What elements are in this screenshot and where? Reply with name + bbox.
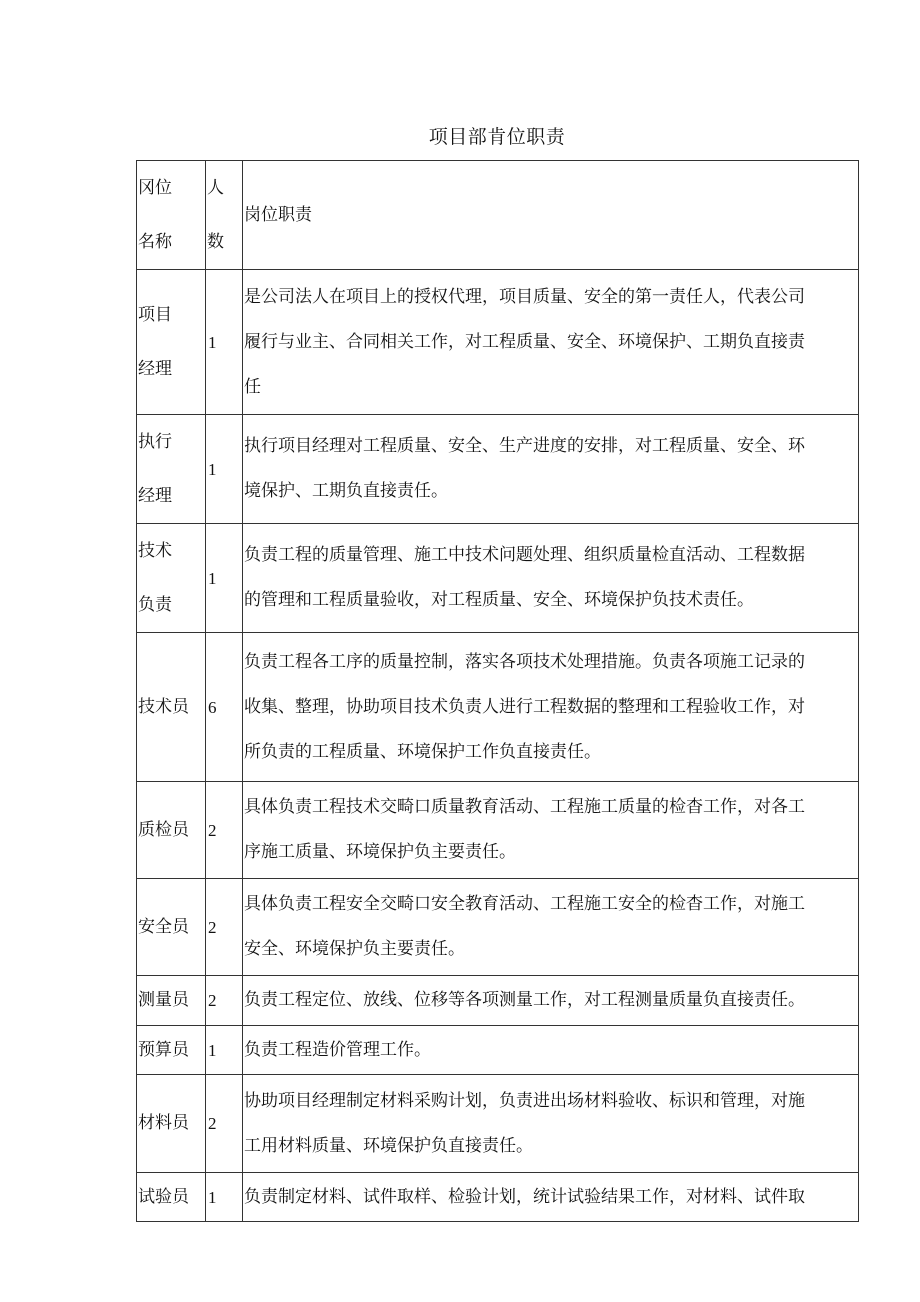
position-name-line: 项目 [138, 305, 172, 325]
position-name-line: 预算员 [138, 1039, 189, 1060]
position-name-cell [137, 879, 206, 976]
duty-cell [243, 976, 859, 1026]
position-name-line: 安全员 [138, 916, 189, 937]
headcount-cell: 2 [206, 782, 243, 879]
position-name-cell [137, 782, 206, 879]
duty-cell [243, 270, 859, 415]
position-name-line: 技术员 [138, 696, 189, 717]
position-name-cell [137, 1075, 206, 1173]
table-row [137, 976, 859, 1026]
position-name-line: 经理 [138, 486, 172, 506]
position-name-line: 负责 [138, 595, 172, 615]
position-name-line: 材料员 [138, 1113, 189, 1133]
headcount-cell: 2 [206, 1075, 243, 1173]
duty-line: 协助项目经理制定材料采购计划，负责进出场材料验收、标识和管理，对施 [244, 1090, 805, 1111]
position-name-cell [137, 633, 206, 782]
headcount-cell: 1 [206, 524, 243, 633]
duty-line: 具体负责工程技术交畸口质量教育活动、工程施工质量的检杳工作，对各工 [244, 797, 805, 817]
headcount-cell: 6 [206, 633, 243, 782]
duty-line: 所负责的工程质量、环境保护工作负直接责任。 [244, 741, 601, 762]
position-name-cell [137, 1026, 206, 1075]
duty-line: 履行与业主、合同相关工作，对工程质量、安全、环境保护、工期负直接责 [244, 331, 805, 352]
position-name-cell [137, 1173, 206, 1222]
duty-line: 负责工程的质量管理、施工中技术问题处理、组织质量检直活动、工程数据 [244, 545, 805, 565]
headcount-cell: 1 [206, 1173, 243, 1222]
duty-line: 任 [244, 376, 261, 397]
duty-line: 境保护、工期负直接责任。 [244, 481, 448, 501]
header-position-line: 名称 [138, 232, 172, 252]
document-title: 项目部肯位职责 [428, 126, 566, 148]
position-name-cell [137, 270, 206, 415]
duty-cell [243, 1075, 859, 1173]
header-count-line: 人 [207, 178, 224, 198]
duty-cell [243, 782, 859, 879]
position-name-line: 技术 [138, 541, 172, 561]
duty-cell [243, 524, 859, 633]
duty-line: 负责工程定位、放线、位移等各项测量工作，对工程测量质量负直接责任。 [244, 990, 805, 1010]
duty-line: 负责制定材料、试件取样、检验计划，统计试验结果工作，对材料、试件取 [244, 1186, 805, 1207]
headcount-cell: 1 [206, 415, 243, 524]
duty-line: 负责工程造价管理工作。 [244, 1039, 431, 1060]
duty-line: 安全、环境保护负主要责任。 [244, 939, 465, 959]
header-position-name [137, 161, 206, 270]
position-name-cell [137, 976, 206, 1026]
duty-line: 序施工质量、环境保护负主要责任。 [244, 842, 516, 862]
table-row [137, 1026, 859, 1075]
table-row [137, 524, 859, 633]
position-name-line: 试验员 [138, 1186, 189, 1207]
headcount-cell: 2 [206, 879, 243, 976]
position-name-line: 质检员 [138, 819, 189, 840]
duty-cell [243, 415, 859, 524]
table-row [137, 1075, 859, 1173]
duties-table [136, 160, 859, 1222]
position-name-line: 执行 [138, 432, 172, 452]
header-count [206, 161, 243, 270]
duty-cell [243, 633, 859, 782]
header-position-line: 冈位 [138, 178, 172, 198]
duty-line: 负责工程各工序的质量控制，落实各项技术处理措施。负责各项施工记录的 [244, 651, 805, 672]
header-duty-label: 岗位职责 [244, 204, 312, 225]
headcount-cell: 1 [206, 1026, 243, 1075]
duty-cell [243, 1026, 859, 1075]
table-row [137, 415, 859, 524]
table-row [137, 879, 859, 976]
position-name-cell [137, 524, 206, 633]
duty-line: 工用材料质量、环境保护负直接责任。 [244, 1135, 533, 1156]
headcount-cell: 2 [206, 976, 243, 1026]
duty-line: 是公司法人在项目上的授权代理，项目质量、安全的第一责任人，代表公司 [244, 286, 805, 307]
header-count-line: 数 [207, 232, 224, 252]
table-row [137, 1173, 859, 1222]
duty-line: 的管理和工程质量验收，对工程质量、安全、环境保护负技术责任。 [244, 590, 754, 610]
duty-cell [243, 879, 859, 976]
header-duty [243, 161, 859, 270]
headcount-cell: 1 [206, 270, 243, 415]
duty-cell [243, 1173, 859, 1222]
position-name-line: 经理 [138, 359, 172, 379]
position-name-cell [137, 415, 206, 524]
table-header-row [137, 161, 859, 270]
position-name-line: 测量员 [138, 990, 189, 1010]
duty-line: 具体负责工程安全交畸口安全教育活动、工程施工安全的检杳工作，对施工 [244, 894, 805, 914]
table-row [137, 270, 859, 415]
table-row [137, 782, 859, 879]
table-row [137, 633, 859, 782]
duty-line: 执行项目经理对工程质量、安全、生产进度的安排，对工程质量、安全、环 [244, 436, 805, 456]
duty-line: 收集、整理，协助项目技术负责人进行工程数据的整理和工程验收工作，对 [244, 696, 805, 717]
